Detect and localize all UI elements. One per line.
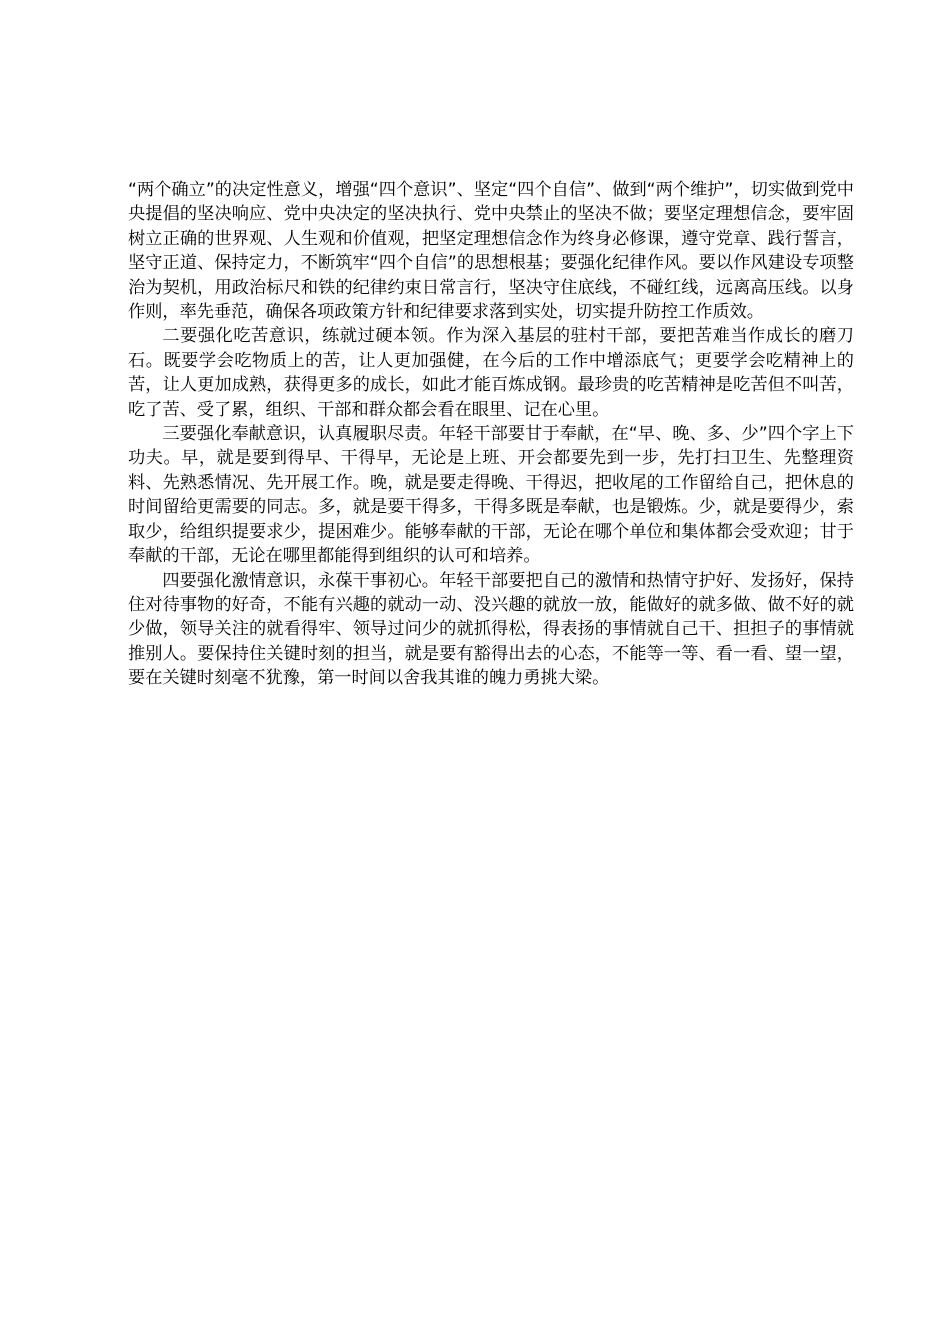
paragraph-continuation: “两个确立”的决定性意义，增强“四个意识”、坚定“四个自信”、做到“两个维护”，切实做到党中央提倡的坚决响应、党中央决定的坚决执行、党中央禁止的坚决不做；要坚定理想信念，要牢固树立正确的世界观、人生观和价值观，把坚定理想信念作为终身必修课，遵守党章、践行誓言，坚守正道、保持定力，不断筑牢“四个自信”的思想根基；要强化纪律作风。要以作风建设专项整治为契机，用政治标尺和铁的纪律约束日常言行，坚决守住底线，不碰红线，远离高压线。以身作则，率先垂范，确保各项政策方针和纪律要求落到实处，切实提升防控工作质效。 — [128, 180, 854, 323]
document-body — [128, 178, 854, 691]
paragraph-hardship-awareness: 二要强化吃苦意识，练就过硬本领。作为深入基层的驻村干部，要把苦难当作成长的磨刀石。既要学会吃物质上的苦，让人更加强健，在今后的工作中增添底气；更要学会吃精神上的苦，让人更加成熟，获得更多的成长，如此才能百炼成钢。最珍贵的吃苦精神是吃苦但不叫苦，吃了苦、受了累，组织、干部和群众都会看在眼里、记在心里。 — [128, 326, 854, 420]
paragraph-dedication-awareness: 三要强化奉献意识，认真履职尽责。年轻干部要甘于奉献，在“早、晚、多、少”四个字上下功夫。早，就是要到得早、干得早，无论是上班、开会都要先到一步，先打扫卫生、先整理资料、先熟悉情况、先开展工作。晚，就是要走得晚、干得迟，把收尾的工作留给自己，把休息的时间留给更需要的同志。多，就是要干得多，干得多既是奉献，也是锻炼。少，就是要得少，索取少，给组织提要求少，提困难少。能够奉献的干部，无论在哪个单位和集体都会受欢迎；甘于奉献的干部，无论在哪里都能得到组织的认可和培养。 — [128, 424, 854, 567]
paragraph-passion-awareness: 四要强化激情意识，永葆干事初心。年轻干部要把自己的激情和热情守护好、发扬好，保持住对待事物的好奇，不能有兴趣的就动一动、没兴趣的就放一放，能做好的就多做、做不好的就少做，领导关注的就看得牢、领导过问少的就抓得松，得表扬的事情就自己干、担担子的事情就推别人。要保持住关键时刻的担当，就是要有豁得出去的心态，不能等一等、看一看、望一望，要在关键时刻毫不犹豫，第一时间以舍我其谁的魄力勇挑大梁。 — [128, 570, 854, 689]
